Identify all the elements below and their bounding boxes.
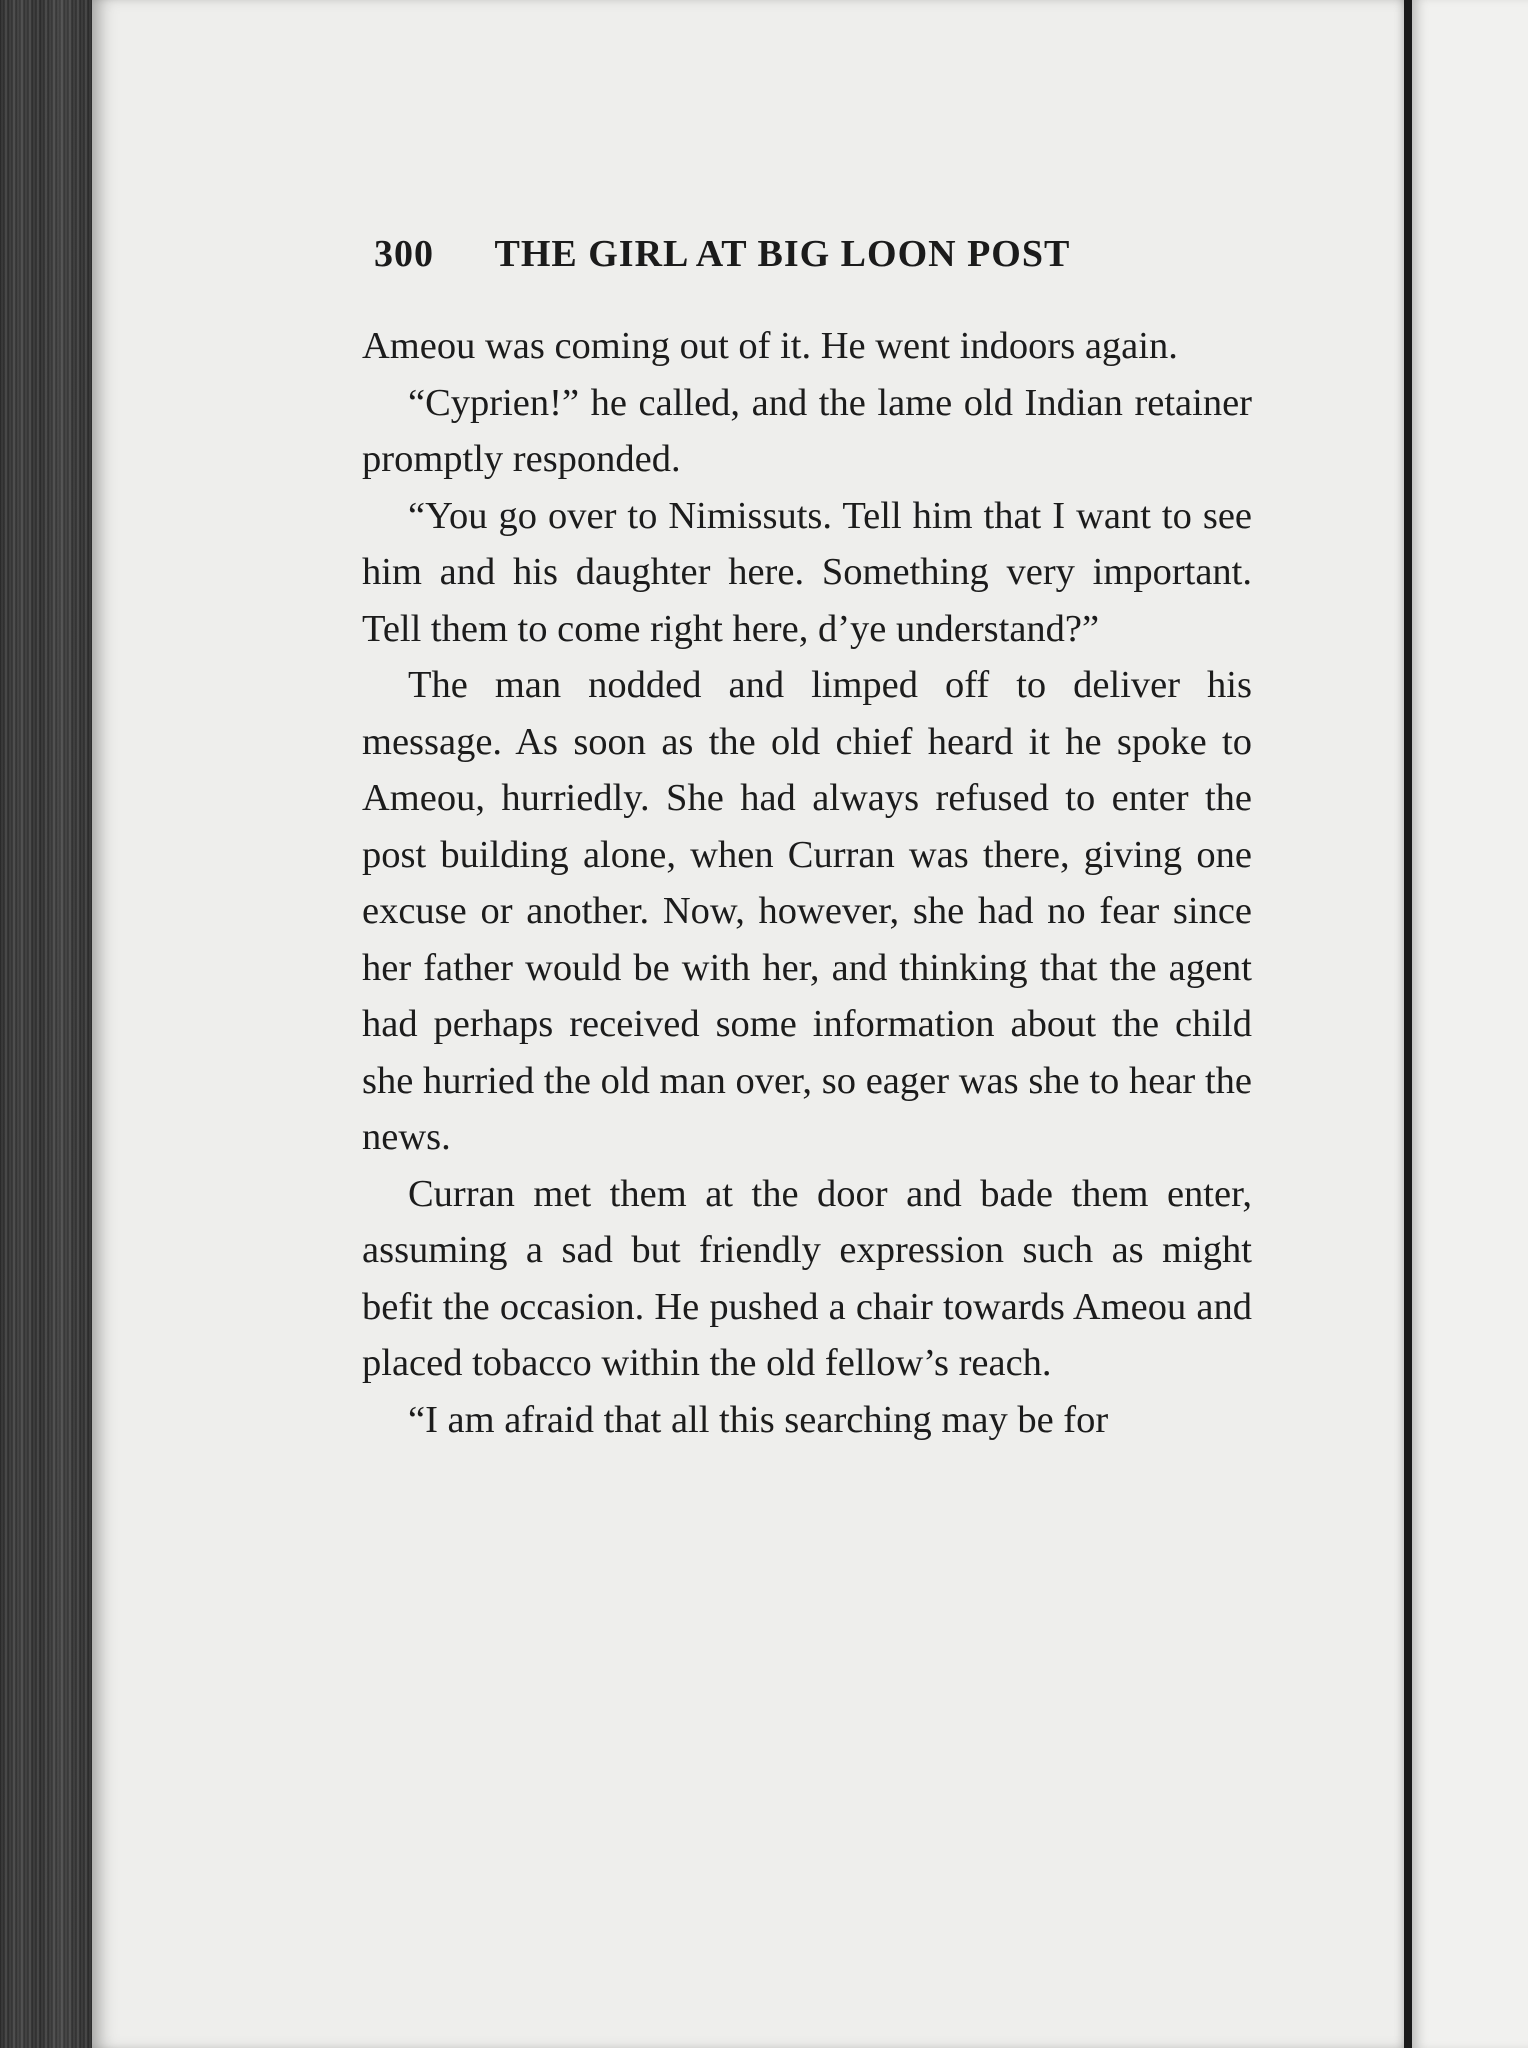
paragraph: “You go over to Nimissuts. Tell him that I want to see him and his daughter here. Something very important. Tell them to come right here, d’ye understand?”	[362, 494, 1252, 650]
paragraph: “I am afraid that all this searching may be for	[408, 1398, 1109, 1441]
paragraph: “Cyprien!” he called, and the lame old Indian retainer promptly responded.	[362, 381, 1252, 480]
facing-page-edge	[1412, 0, 1528, 2048]
running-head	[374, 232, 1274, 282]
book-binding	[1404, 0, 1412, 2048]
body-text	[362, 318, 1252, 1448]
page-number: 300	[374, 233, 434, 275]
paragraph: Curran met them at the door and bade them enter, assuming a sad but friendly expression such as might befit the occasion. He pushed a chair towards Ameou and placed tobacco within the old fellow’s reach.	[362, 1172, 1252, 1384]
paragraph: The man nodded and limped off to deliver his message. As soon as the old chief heard it he spoke to Ameou, hurriedly. She had always refused to enter the post building alone, when Curran was there, giving one excuse or another. Now, however, she had no fear since her father would be with her, and thinking that the agent had perhaps received some information about the child she hurried the old man over, so eager was she to hear the news.	[362, 664, 1252, 1158]
book-title: THE GIRL AT BIG LOON POST	[494, 233, 1071, 275]
paragraph: Ameou was coming out of it. He went indoors again.	[362, 325, 1178, 367]
book-page-edges	[0, 0, 95, 2048]
